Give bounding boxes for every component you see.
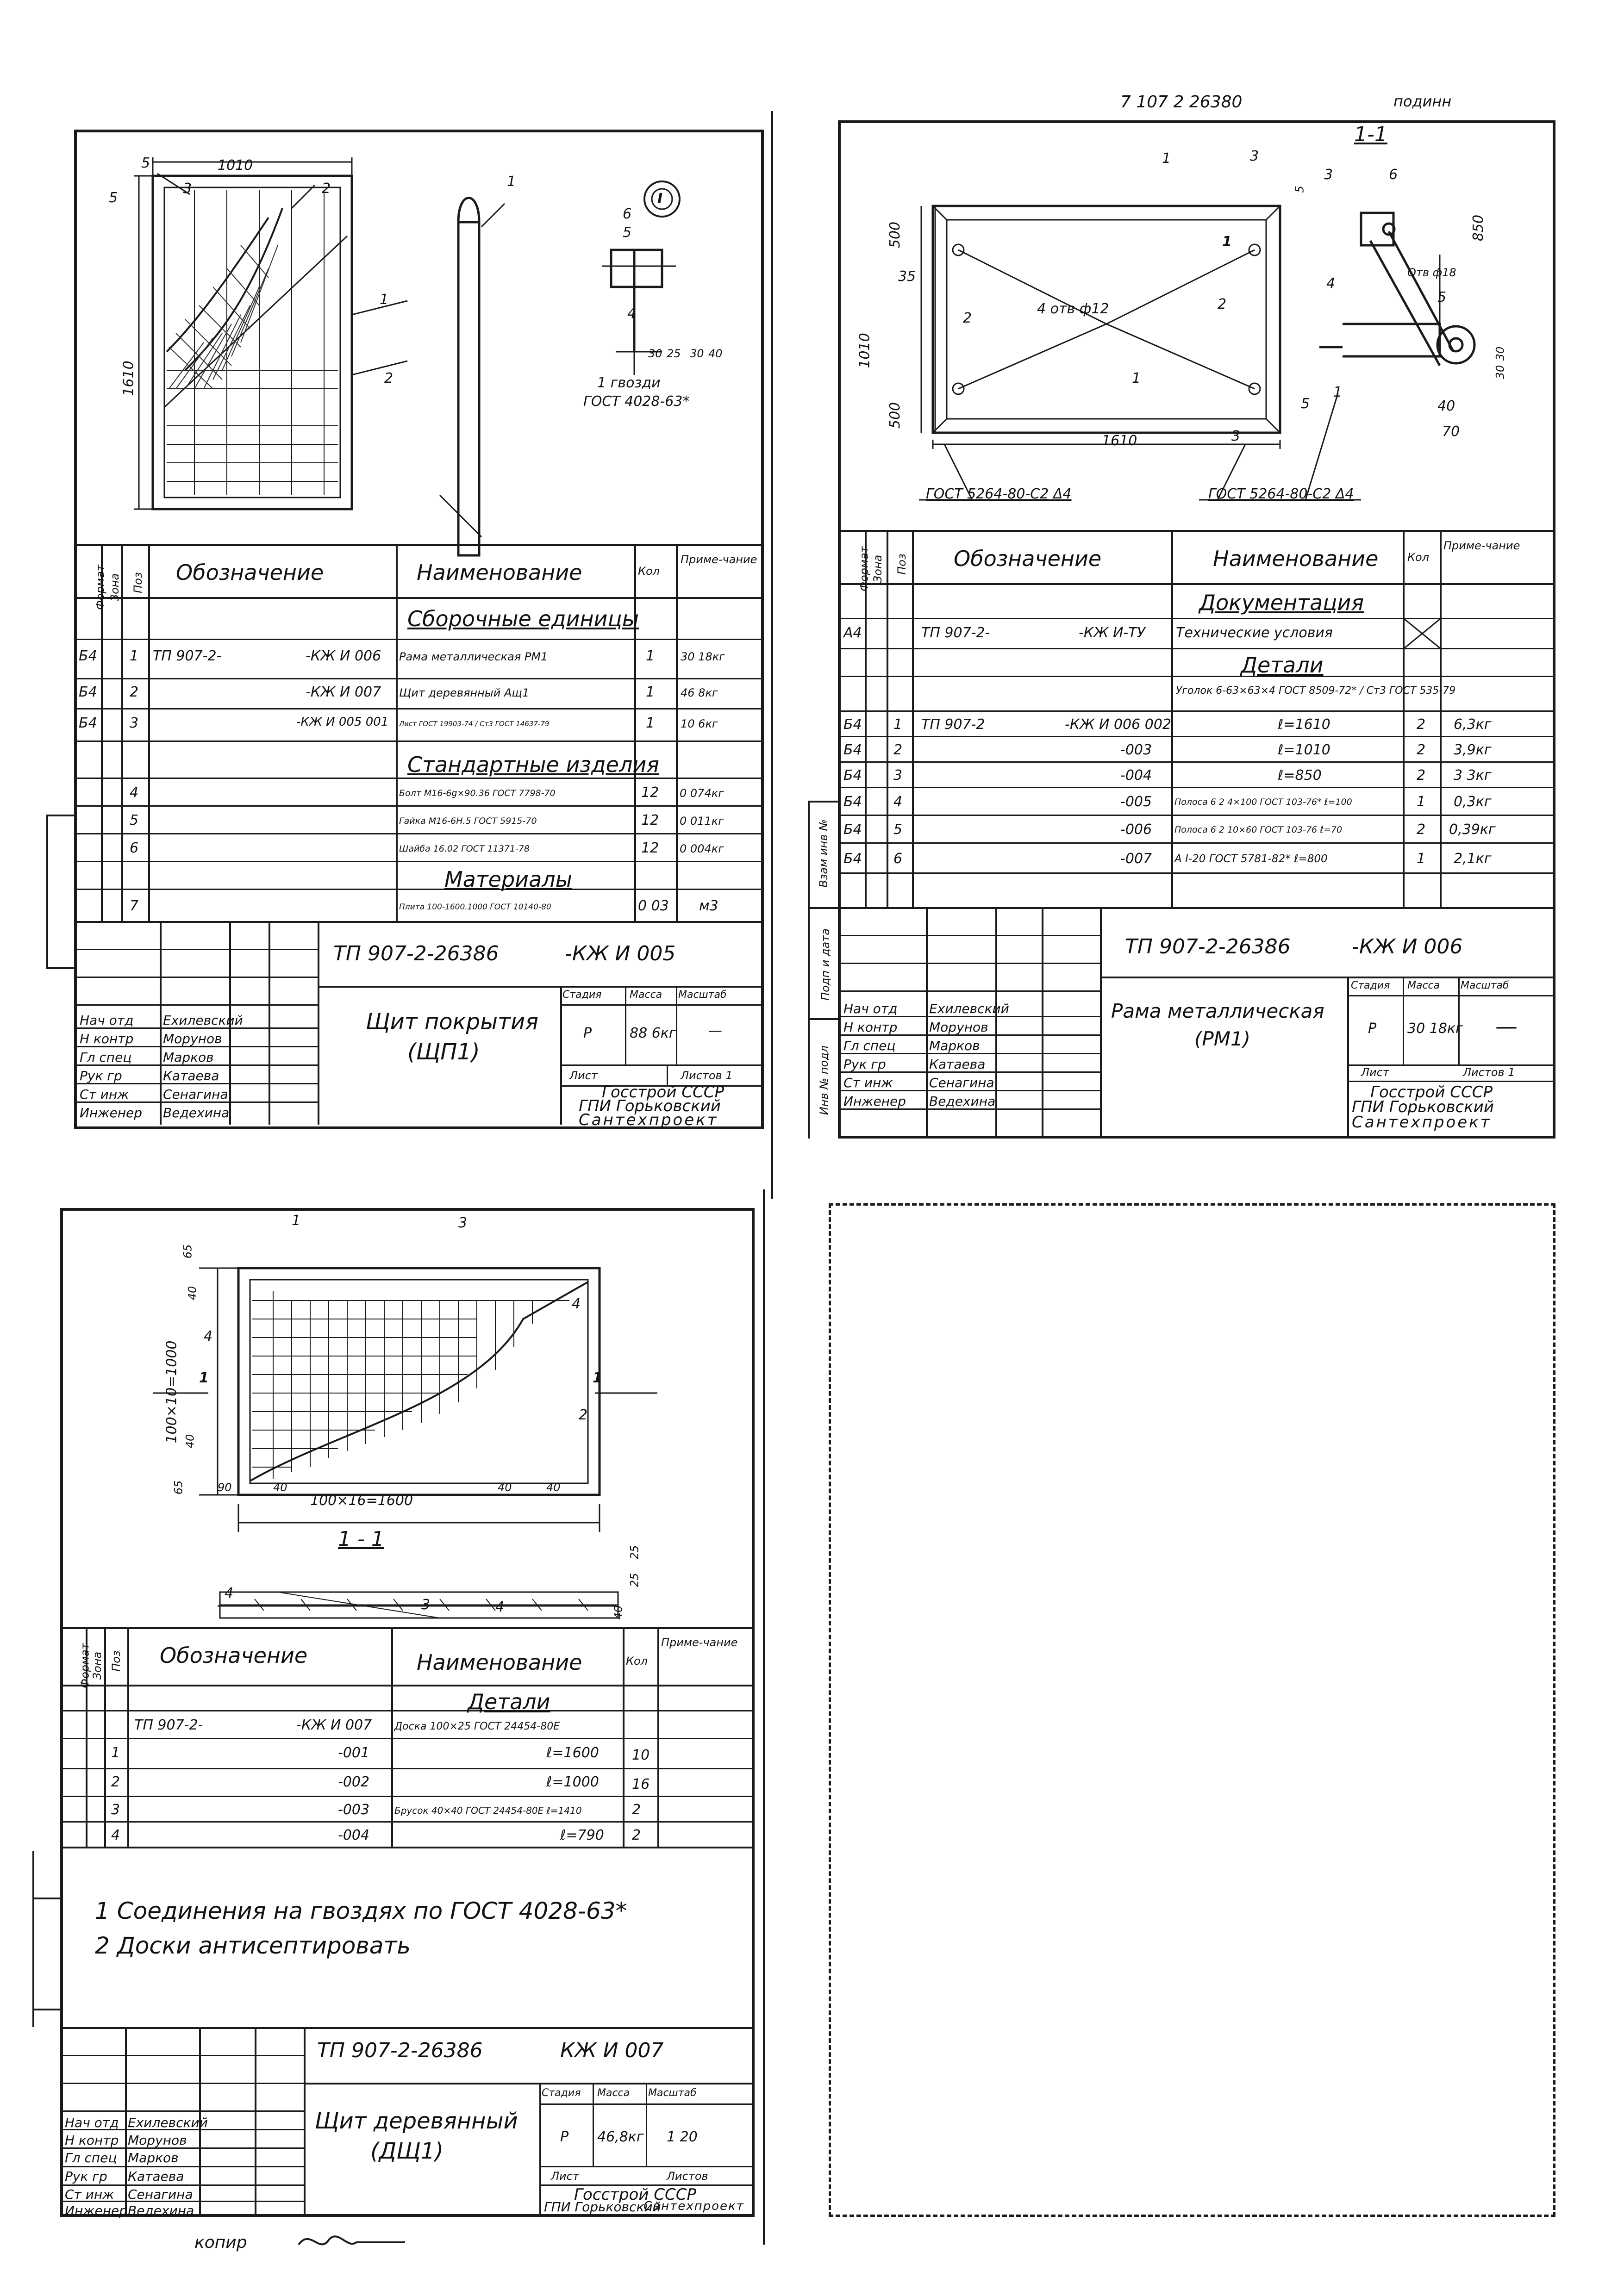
s3-dim-40e: 40 <box>546 1481 561 1494</box>
stamp2-role-1: Нач отд <box>843 1001 898 1016</box>
s2-pos-6-section: 6 <box>1389 167 1398 183</box>
s2-pos-5-section: 5 <box>1437 289 1447 305</box>
s3-dim-40d: 40 <box>498 1481 512 1494</box>
s2-row4-format: Б4 <box>843 794 862 810</box>
stamp3-name-1: Ехилевский <box>128 2115 208 2130</box>
stamp3-mass-label: Масса <box>597 2087 630 2099</box>
s3-th-qty: Кол <box>626 1655 648 1668</box>
stamp2-stage: Р <box>1368 1020 1377 1037</box>
stamp2-sheet-label: Лист <box>1361 1066 1389 1079</box>
row2-note: 46 8кг <box>681 686 718 699</box>
s3-dim-40c: 40 <box>273 1481 287 1494</box>
s2-th-note: Приме-чание <box>1443 539 1520 552</box>
row2-pos: 2 <box>130 684 139 700</box>
nails-gost: ГОСТ 4028-63* <box>583 393 690 410</box>
s2-holes: 4 отв ф12 <box>1037 301 1109 317</box>
s2-row2-code: -003 <box>1120 742 1152 758</box>
s3-row2-pos: 2 <box>111 1774 120 1790</box>
stamp1-role-5: Ст инж <box>80 1087 129 1102</box>
s3-dim-40a: 40 <box>186 1286 199 1300</box>
row3-pos: 3 <box>130 715 139 731</box>
s3-row3-code: -003 <box>338 1802 370 1818</box>
s3-cut-left: 1 <box>199 1370 209 1386</box>
s2-angle-note: Уголок 6-63×63×4 ГОСТ 8509-72* / Ст3 ГОСТ 535-79 <box>1176 685 1456 697</box>
pos-label-2: 2 <box>322 180 331 197</box>
row5-name: Гайка М16-6Н.5 ГОСТ 5915-70 <box>399 816 537 826</box>
s2-row1-format: Б4 <box>843 716 862 733</box>
stamp1-role-3: Гл спец <box>80 1050 132 1065</box>
row7-pos: 7 <box>130 898 139 914</box>
row7-name: Плита 100-1600.1000 ГОСТ 10140-80 <box>399 902 551 912</box>
s2-row5-qty: 2 <box>1417 821 1426 838</box>
stamp2-title: Рама металлическая <box>1111 1000 1324 1022</box>
row6-name: Шайба 16.02 ГОСТ 11371-78 <box>399 844 530 854</box>
s2-th-pos: Поз <box>895 554 908 575</box>
stamp1-code: -КЖ И 005 <box>565 942 676 965</box>
s2-th-designation: Обозначение <box>954 546 1102 571</box>
page-divider <box>771 111 773 1199</box>
s2-row3-code: -004 <box>1120 767 1152 784</box>
s3-pos-1: 1 <box>292 1213 301 1229</box>
s2-dim-1010: 1010 <box>856 333 873 368</box>
s2-row2-pos: 2 <box>893 742 903 758</box>
s3-head-name: Доска 100×25 ГОСТ 24454-80Е <box>394 1721 560 1732</box>
stamp1-org2: ГПИ Горьковский <box>579 1097 721 1115</box>
s3-row4-pos: 4 <box>111 1827 120 1843</box>
row1-format: Б4 <box>79 648 97 664</box>
s3-row3-qty: 2 <box>632 1802 641 1818</box>
s2-pos-1-top: 1 <box>1162 150 1171 167</box>
s3-binding-tick-2 <box>32 2009 60 2010</box>
row1-code: -КЖ И 006 <box>306 648 381 664</box>
s3-pos-3b: 3 <box>421 1597 431 1613</box>
s2-hole18: Отв ф18 <box>1407 266 1456 279</box>
binding-tick <box>46 815 77 816</box>
stamp1-stage-label: Стадия <box>562 989 602 1001</box>
s2-th-format: Формат <box>857 546 871 591</box>
row3-format: Б4 <box>79 715 97 731</box>
pos-label-5: 5 <box>623 224 632 241</box>
s2-row3-qty: 2 <box>1417 767 1426 784</box>
s2-pos-4-section: 4 <box>1326 275 1336 292</box>
s2-dim-500b: 500 <box>887 402 904 429</box>
stamp1-doc: ТП 907-2-26386 <box>333 942 499 965</box>
stamp3-name-6: Ведехина <box>128 2203 194 2218</box>
s2-row2-note: 3,9кг <box>1454 742 1492 758</box>
s3-row1-code: -001 <box>338 1745 370 1761</box>
stamp3-subtitle: (ДЩ1) <box>370 2138 443 2164</box>
stamp3-sheet-label: Лист <box>551 2170 579 2183</box>
stamp3-sheets-label: Листов <box>667 2170 708 2183</box>
stamp1-stage: Р <box>583 1025 592 1041</box>
row1-designation: ТП 907-2- <box>153 648 222 664</box>
section-materials: Материалы <box>444 867 572 892</box>
stamp2-org2: ГПИ Горьковский <box>1352 1098 1494 1116</box>
dim-height: 1610 <box>120 361 137 396</box>
s2-dim-70: 70 <box>1442 423 1460 440</box>
stamp3-scale-label: Масштаб <box>648 2087 697 2099</box>
stamp3-role-5: Ст инж <box>65 2187 114 2202</box>
s2-section-cut: 1 <box>1222 234 1232 250</box>
stamp2-subtitle: (РМ1) <box>1194 1027 1251 1050</box>
section-mark: I <box>657 191 663 207</box>
s3-row4-name: ℓ=790 <box>560 1827 604 1843</box>
stamp2-stage-label: Стадия <box>1351 980 1390 991</box>
s2-doc-format: А4 <box>843 625 862 641</box>
s3-th-pos: Поз <box>109 1650 123 1672</box>
s2-section-docs: Документация <box>1199 590 1364 615</box>
row1-qty: 1 <box>646 648 655 664</box>
s3-row3-name: Брусок 40×40 ГОСТ 24454-80Е ℓ=1410 <box>394 1805 582 1816</box>
s3-dim-90: 90 <box>218 1481 232 1494</box>
s3-dim-25b: 25 <box>628 1573 641 1587</box>
binding-margin <box>46 815 48 967</box>
stamp1-name-3: Марков <box>163 1050 214 1065</box>
page-divider-lower <box>763 1189 765 2245</box>
dim-edge-2: 5 <box>109 190 118 206</box>
th-designation: Обозначение <box>176 560 324 585</box>
stamp2-name-4: Катаева <box>929 1057 986 1072</box>
stamp3-doc: ТП 907-2-26386 <box>317 2039 483 2062</box>
s3-dim-horizontal: 100×16=1600 <box>310 1493 413 1509</box>
s2-row2-qty: 2 <box>1417 742 1426 758</box>
s2-row3-pos: 3 <box>893 767 903 784</box>
s2-row2-format: Б4 <box>843 742 862 758</box>
stamp1-name-1: Ехилевский <box>163 1013 243 1028</box>
stamp1-org1: Госстрой СССР <box>602 1083 724 1101</box>
s3-dim-65a: 65 <box>181 1244 194 1259</box>
s3-binding-tick <box>32 1898 60 1899</box>
stamp3-stage-label: Стадия <box>542 2087 581 2099</box>
row3-qty: 1 <box>646 715 655 731</box>
stamp3-mass: 46,8кг <box>597 2129 644 2145</box>
s3-th-designation: Обозначение <box>160 1643 308 1668</box>
stamp1-scale: — <box>708 1023 722 1039</box>
s3-head-designation: ТП 907-2- <box>134 1717 203 1733</box>
stamp1-role-4: Рук гр <box>80 1068 122 1083</box>
dim-width: 1010 <box>218 157 253 174</box>
pos-label-1-side: 1 <box>507 174 516 190</box>
s2-pos-3-section: 3 <box>1324 167 1333 183</box>
s3-row4-qty: 2 <box>632 1827 641 1843</box>
stamp2-org3: Сантехпроект <box>1352 1113 1492 1132</box>
s2-row1-note: 6,3кг <box>1454 716 1492 733</box>
row1-note: 30 18кг <box>681 650 725 663</box>
s3-section-parts: Детали <box>468 1689 550 1714</box>
s2-pos-3-top: 3 <box>1250 148 1259 164</box>
s3-row2-name: ℓ=1000 <box>546 1774 599 1790</box>
s3-th-name: Наименование <box>417 1650 582 1675</box>
dim-off-4: 40 <box>708 347 723 360</box>
stamp2-org1: Госстрой СССР <box>1370 1083 1493 1101</box>
s2-row1-code: -КЖ И 006 002 <box>1065 716 1172 733</box>
stamp3-role-3: Гл спец <box>65 2150 117 2165</box>
s2-row4-pos: 4 <box>893 794 903 810</box>
s3-note-2: 2 Доски антисептировать <box>95 1932 411 1959</box>
row5-pos: 5 <box>130 812 139 828</box>
row2-qty: 1 <box>646 684 655 700</box>
s2-pos-1-bottom: 1 <box>1132 370 1141 386</box>
s2-row3-name: ℓ=850 <box>1278 767 1322 784</box>
s2-row5-format: Б4 <box>843 821 862 838</box>
s3-th-format: Формат <box>78 1643 92 1688</box>
row4-qty: 12 <box>641 784 659 801</box>
s2-row1-qty: 2 <box>1417 716 1426 733</box>
s2-dim-30b: 30 <box>1493 365 1507 380</box>
stamp1-sheets-label: Листов 1 <box>681 1069 733 1082</box>
s2-row6-code: -007 <box>1120 851 1152 867</box>
row6-qty: 12 <box>641 840 659 856</box>
s3-row2-code: -002 <box>338 1774 370 1790</box>
pos-label-2b: 2 <box>384 370 394 386</box>
s2-dim-30a: 30 <box>1493 346 1507 361</box>
stamp2-mass-label: Масса <box>1407 980 1440 991</box>
stamp2-scale: — <box>1495 1014 1518 1039</box>
section-standard: Стандартные изделия <box>407 752 659 777</box>
s2-pos-3-bottom: 3 <box>1231 428 1241 444</box>
s2-row5-code: -006 <box>1120 821 1152 838</box>
stamp2-role-4: Рук гр <box>843 1057 886 1072</box>
s2-row1-designation: ТП 907-2 <box>921 716 985 733</box>
s2-side-label-3: Инв № подл <box>818 1045 831 1115</box>
row6-note: 0 004кг <box>680 842 724 855</box>
stamp3-stage: Р <box>560 2129 569 2145</box>
s3-row1-pos: 1 <box>111 1745 120 1761</box>
s3-th-zone: Зона <box>91 1651 104 1680</box>
pos-label-1: 1 <box>380 292 389 308</box>
binding-tick-2 <box>46 967 77 969</box>
s2-row5-note: 0,39кг <box>1449 821 1496 838</box>
s3-pos-4d: 4 <box>495 1599 505 1615</box>
s3-pos-2: 2 <box>579 1407 588 1423</box>
s2-th-name: Наименование <box>1213 546 1379 571</box>
s2-pos-5-bottom: 5 <box>1301 396 1310 412</box>
th-format: Формат <box>94 565 107 610</box>
row5-qty: 12 <box>641 812 659 828</box>
copy-label: копир <box>194 2233 247 2252</box>
th-zone: Зона <box>108 573 122 602</box>
stamp1-name-5: Сенагина <box>163 1087 228 1102</box>
s3-dim-vertical: 100×10=1000 <box>163 1340 180 1444</box>
sheet2-section-label: 1-1 <box>1354 123 1387 146</box>
stamp2-name-6: Ведехина <box>929 1094 996 1109</box>
stamp2-role-3: Гл спец <box>843 1038 896 1053</box>
s3-binding-margin <box>32 1851 34 2027</box>
pos-label-3: 3 <box>183 180 192 197</box>
s2-row6-name: А I-20 ГОСТ 5781-82* ℓ=800 <box>1174 853 1328 865</box>
s3-pos-4c: 4 <box>225 1585 234 1601</box>
s2-pos-2-left: 2 <box>963 310 972 326</box>
stamp1-subtitle: (ЩП1) <box>407 1039 480 1065</box>
s3-pos-4b: 4 <box>204 1328 213 1344</box>
stamp3-title: Щит деревянный <box>315 2108 518 2134</box>
s2-doc-name: Технические условия <box>1176 625 1333 641</box>
s2-pos-2-right: 2 <box>1218 296 1227 312</box>
s2-row6-note: 2,1кг <box>1454 851 1492 867</box>
stamp1-name-2: Морунов <box>163 1031 222 1046</box>
s2-th-zone: Зона <box>871 554 885 583</box>
stamp3-org3: Сантехпроект <box>643 2199 744 2213</box>
s2-gost-right: ГОСТ 5264-80-С2 Δ4 <box>1208 486 1354 502</box>
row1-pos: 1 <box>130 648 139 664</box>
s3-dim-25a: 25 <box>628 1545 641 1560</box>
stamp1-role-1: Нач отд <box>80 1013 134 1028</box>
row6-pos: 6 <box>130 840 139 856</box>
stamp1-title: Щит покрытия <box>366 1009 539 1035</box>
row3-note: 10 6кг <box>681 717 718 730</box>
stamp1-scale-label: Масштаб <box>678 989 727 1001</box>
stamp1-name-6: Ведехина <box>163 1105 230 1120</box>
s2-row6-pos: 6 <box>893 851 903 867</box>
stamp2-role-5: Ст инж <box>843 1075 893 1090</box>
stamp1-role-6: Инженер <box>80 1105 143 1120</box>
s3-dim-65b: 65 <box>172 1480 185 1495</box>
stamp1-mass-label: Масса <box>630 989 662 1001</box>
s2-row5-pos: 5 <box>893 821 903 838</box>
th-note: Приме-чание <box>681 553 757 566</box>
s3-note-1: 1 Соединения на гвоздях по ГОСТ 4028-63* <box>95 1898 627 1924</box>
stamp2-name-1: Ехилевский <box>929 1001 1009 1016</box>
stamp1-role-2: Н контр <box>80 1031 134 1046</box>
s3-row2-qty: 16 <box>632 1776 650 1792</box>
dim-edge: 5 <box>141 155 150 171</box>
row7-qty: 0 03 <box>638 898 669 914</box>
stamp2-sheets-label: Листов 1 <box>1463 1066 1515 1079</box>
stamp2-name-2: Морунов <box>929 1020 988 1035</box>
row3-name: Лист ГОСТ 19903-74 / Ст3 ГОСТ 14637-79 <box>399 720 550 728</box>
copy-signature <box>296 2226 407 2254</box>
stamp3-name-2: Морунов <box>128 2133 187 2148</box>
stamp2-role-2: Н контр <box>843 1020 898 1035</box>
stamp1-mass: 88 6кг <box>630 1025 676 1041</box>
nails-callout: 1 гвозди <box>597 375 661 391</box>
stamp1-name-4: Катаева <box>163 1068 219 1083</box>
row2-code: -КЖ И 007 <box>306 684 381 700</box>
s3-head-code: -КЖ И 007 <box>296 1717 372 1733</box>
s2-row2-name: ℓ=1010 <box>1278 742 1330 758</box>
s2-row6-format: Б4 <box>843 851 862 867</box>
s2-pos-1-section-bottom: 1 <box>1333 384 1343 400</box>
stamp1-org3: Сантехпроект <box>579 1111 718 1129</box>
row3-code: -КЖ И 005 001 <box>296 715 389 729</box>
th-name: Наименование <box>417 560 582 585</box>
stamp3-scale: 1 20 <box>667 2129 698 2145</box>
top-archive-number: 7 107 2 26380 <box>1120 93 1243 112</box>
th-pos: Поз <box>131 572 144 593</box>
dim-off-1: 30 <box>648 347 662 360</box>
s2-section-parts: Детали <box>1241 653 1324 678</box>
row5-note: 0 011кг <box>680 815 724 828</box>
stamp2-mass: 30 18кг <box>1407 1020 1463 1037</box>
s2-dim-35: 35 <box>898 268 916 285</box>
s2-doc-code: -КЖ И-ТУ <box>1079 625 1145 641</box>
s3-th-note: Приме-чание <box>661 1636 738 1649</box>
s2-row4-qty: 1 <box>1417 794 1426 810</box>
s3-dim-40b: 40 <box>183 1434 197 1449</box>
stamp3-role-2: Н контр <box>65 2133 119 2148</box>
s2-dim-500a: 500 <box>887 221 904 249</box>
s2-cross-mark <box>1405 619 1440 648</box>
s2-gost-left: ГОСТ 5264-80-С2 Δ4 <box>926 486 1072 502</box>
stamp2-role-6: Инженер <box>843 1094 906 1109</box>
s3-pos-3: 3 <box>458 1215 468 1231</box>
stamp3-role-4: Рук гр <box>65 2169 107 2184</box>
s2-row5-name: Полоса 6 2 10×60 ГОСТ 103-76 ℓ=70 <box>1174 825 1343 835</box>
stamp2-code: -КЖ И 006 <box>1352 935 1463 958</box>
row1-name: Рама металлическая РМ1 <box>399 650 548 663</box>
row4-note: 0 074кг <box>680 787 724 800</box>
dim-off-3: 30 <box>690 347 704 360</box>
row4-pos: 4 <box>130 784 139 801</box>
s3-section-label: 1 - 1 <box>338 1527 384 1551</box>
stamp2-name-5: Сенагина <box>929 1075 994 1090</box>
stamp3-org1: Госстрой СССР <box>574 2185 696 2204</box>
stamp3-role-6: Инженер <box>65 2203 128 2218</box>
s3-row4-code: -004 <box>338 1827 370 1843</box>
row4-name: Болт М16-6g×90.36 ГОСТ 7798-70 <box>399 788 556 798</box>
dim-off-2: 25 <box>667 347 681 360</box>
s3-row1-qty: 10 <box>632 1747 650 1763</box>
s2-row4-note: 0,3кг <box>1454 794 1492 810</box>
s2-dim-1610: 1610 <box>1102 433 1137 449</box>
s2-dim-40: 40 <box>1437 398 1455 414</box>
row2-format: Б4 <box>79 684 97 700</box>
s2-row1-pos: 1 <box>893 716 903 733</box>
s2-row3-note: 3 3кг <box>1454 767 1492 784</box>
s2-row6-qty: 1 <box>1417 851 1426 867</box>
s2-dim-850: 850 <box>1470 214 1487 242</box>
row2-name: Щит деревянный Ащ1 <box>399 686 530 699</box>
sheet2-drawing <box>838 120 1555 537</box>
section-assembly: Сборочные единицы <box>407 606 639 631</box>
stamp3-name-3: Марков <box>128 2150 179 2165</box>
s2-row1-name: ℓ=1610 <box>1278 716 1330 733</box>
stamp2-doc: ТП 907-2-26386 <box>1125 935 1291 958</box>
stamp2-scale-label: Масштаб <box>1461 980 1509 991</box>
s2-th-qty: Кол <box>1407 551 1430 564</box>
s2-side-label-1: Взам инв № <box>817 819 830 888</box>
stamp3-org2: ГПИ Горьковский <box>544 2199 661 2215</box>
stamp3-role-1: Нач отд <box>65 2115 119 2130</box>
s2-row4-code: -005 <box>1120 794 1152 810</box>
top-archive-label: подинн <box>1393 93 1452 110</box>
s3-pos-4a: 4 <box>572 1296 581 1312</box>
empty-sheet <box>829 1203 1555 2217</box>
s3-row1-name: ℓ=1600 <box>546 1745 599 1761</box>
s2-doc-designation: ТП 907-2- <box>921 625 990 641</box>
stamp3-name-4: Катаева <box>128 2169 184 2184</box>
stamp3-code: КЖ И 007 <box>560 2039 664 2062</box>
s2-side-label-2: Подп и дата <box>818 928 832 1001</box>
row7-note: м3 <box>699 898 718 914</box>
pos-label-6: 6 <box>623 206 632 222</box>
s2-row3-format: Б4 <box>843 767 862 784</box>
s3-dim-40f: 40 <box>612 1605 625 1620</box>
s3-row3-pos: 3 <box>111 1802 120 1818</box>
pos-label-4: 4 <box>627 305 637 322</box>
stamp3-name-5: Сенагина <box>128 2187 193 2202</box>
s3-cut-right: 1 <box>593 1370 602 1386</box>
stamp2-name-3: Марков <box>929 1038 980 1053</box>
th-qty: Кол <box>638 565 660 578</box>
s2-row4-name: Полоса 6 2 4×100 ГОСТ 103-76* ℓ=100 <box>1174 797 1352 807</box>
s2-dim-5: 5 <box>1293 186 1306 193</box>
stamp1-sheet-label: Лист <box>569 1069 598 1082</box>
